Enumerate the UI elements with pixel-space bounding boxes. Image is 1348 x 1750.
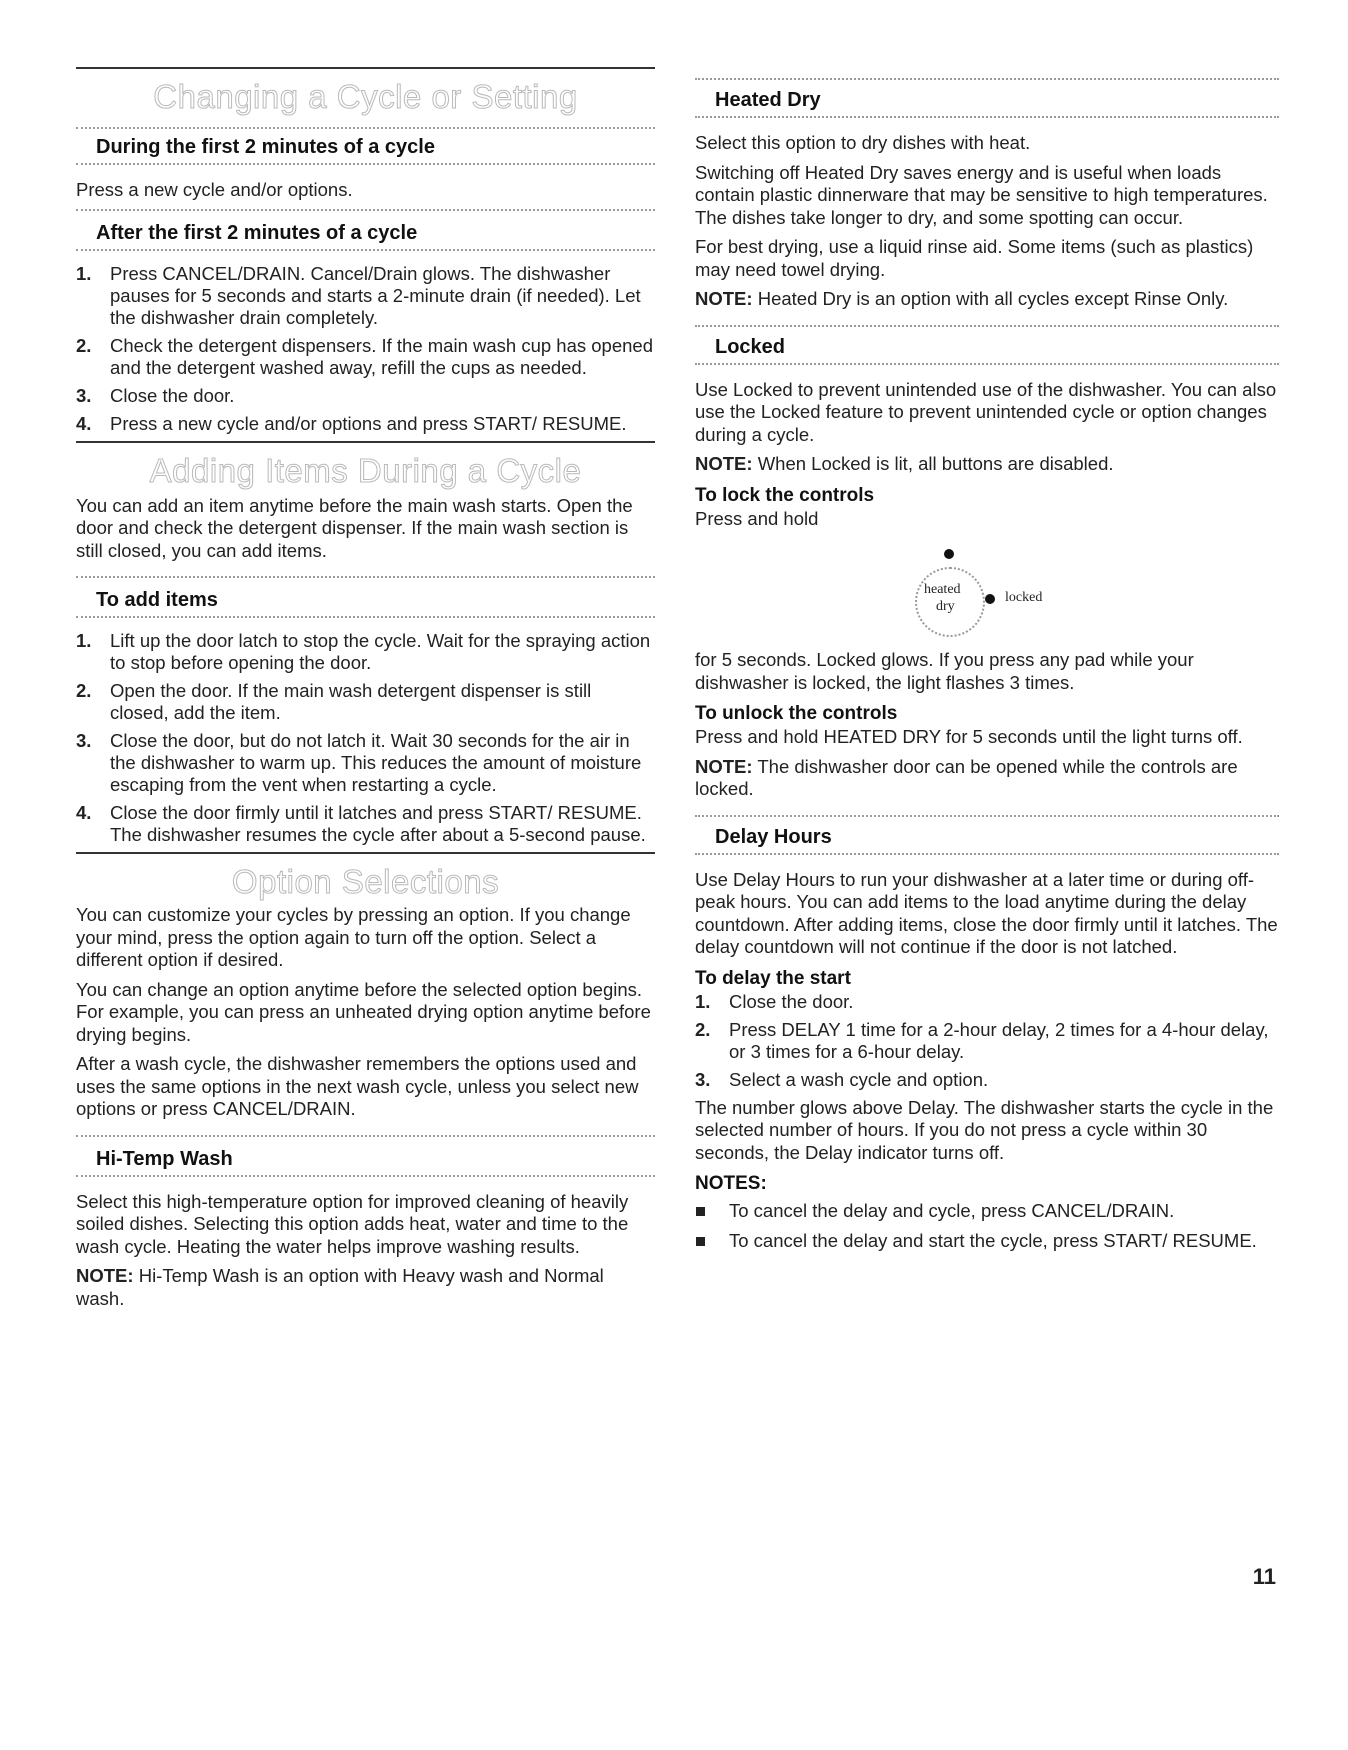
delay-after-paragraph: The number glows above Delay. The dishwasher starts the cycle in the selected number of hours. If you do not press a cycle within 30 seconds, the Delay indicator turns off. xyxy=(695,1096,1274,1163)
option-paragraph-3: After a wash cycle, the dishwasher remembers the options used and uses the same options in the next wash cycle, unless you select new options or press CANCEL/DRAIN. xyxy=(76,1053,639,1119)
add-steps-list xyxy=(76,630,655,846)
list-item: 1. Lift up the door latch to stop the cycle. Wait for the spraying action to stop before opening the door. xyxy=(76,630,651,673)
lock-controls-text-2: for 5 seconds. Locked glows. If you press any pad while your dishwasher is locked, the light flashes 3 times. xyxy=(695,649,1194,693)
section-title-option: Option Selections xyxy=(231,863,500,900)
unlock-note: NOTE: The dishwasher door can be opened while the controls are locked. xyxy=(695,755,1238,799)
after-steps-list xyxy=(76,263,655,435)
dotted-rule xyxy=(695,815,1279,817)
section-title-changing: Changing a Cycle or Setting xyxy=(153,78,578,115)
delay-paragraph: Use Delay Hours to run your dishwasher at a later time or during off-peak hours. You can add items to the load anytime during the delay countdown. After adding items, close the door firmly until it latches. The delay countdown will not continue if the door is not latched. xyxy=(695,868,1278,957)
dotted-rule xyxy=(76,127,655,129)
delay-steps-list xyxy=(695,991,1279,1091)
section-rule xyxy=(76,441,655,443)
button-label-dry: dry xyxy=(936,599,955,614)
hitemp-note: NOTE: Hi-Temp Wash is an option with Heavy wash and Normal wash. xyxy=(76,1265,604,1309)
dotted-rule xyxy=(695,78,1279,80)
subhead-after: After the first 2 minutes of a cycle xyxy=(96,221,418,244)
lock-controls-text: Press and hold xyxy=(695,507,819,529)
dotted-rule xyxy=(695,853,1279,855)
hitemp-text: Select this high-temperature option for improved cleaning of heavily soiled dishes. Selecting this option adds heat, water and time to the wash cycle. Heating the water helps improve washing results. xyxy=(76,1190,629,1257)
lock-controls-heading: To lock the controls xyxy=(695,484,875,506)
list-item: 4. Close the door firmly until it latches and press START/ RESUME. The dishwasher resumes the cycle after about a 5-second pause. xyxy=(76,802,646,845)
unlock-controls-text: Press and hold HEATED DRY for 5 seconds until the light turns off. xyxy=(695,726,1243,747)
list-item: 3. Select a wash cycle and option. xyxy=(695,1068,989,1090)
notes-list xyxy=(695,1200,1279,1252)
list-item: 2. Open the door. If the main wash detergent dispenser is still closed, add the item. xyxy=(76,680,592,723)
list-item: 1. Press CANCEL/DRAIN. Cancel/Drain glows. The dishwasher pauses for 5 seconds and starts a 2-minute drain (if needed). Let the dishwasher drain completely. xyxy=(76,262,641,328)
list-item: 2. Check the detergent dispensers. If the main wash cup has opened and the detergent washed away, refill the cups as needed. xyxy=(76,334,654,378)
notes-heading: NOTES: xyxy=(695,1173,767,1194)
subhead-during: During the first 2 minutes of a cycle xyxy=(96,136,435,158)
subhead-heated-dry: Heated Dry xyxy=(715,89,821,111)
dotted-rule xyxy=(695,363,1279,365)
indicator-dot-icon xyxy=(944,549,954,559)
button-label-locked: locked xyxy=(1005,590,1043,605)
bullet-square-icon xyxy=(696,1237,705,1246)
subhead-hitemp: Hi-Temp Wash xyxy=(96,1147,233,1170)
list-item: To cancel the delay and cycle, press CANCEL/DRAIN. xyxy=(695,1200,1279,1222)
list-item: 1. Close the door. xyxy=(695,990,854,1012)
unlock-controls-heading: To unlock the controls xyxy=(695,703,898,724)
locked-note: NOTE: When Locked is lit, all buttons are disabled. xyxy=(695,453,1114,474)
subhead-locked: Locked xyxy=(715,335,786,358)
bullet-square-icon xyxy=(696,1207,705,1216)
list-item: 2. Press DELAY 1 time for a 2-hour delay, 2 times for a 4-hour delay, or 3 times for a 6-hour delay. xyxy=(695,1018,1269,1062)
dotted-rule xyxy=(76,249,655,251)
delay-start-heading: To delay the start xyxy=(695,967,851,989)
heated-paragraph-2: Switching off Heated Dry saves energy and is useful when loads contain plastic dinnerware that may be sensitive to high temperatures. The dishes take longer to dry, and some spotting can occur. xyxy=(695,161,1268,228)
section-title-adding: Adding Items During a Cycle xyxy=(149,451,582,489)
option-paragraph-1: You can customize your cycles by pressing an option. If you change your mind, press the option again to turn off the option. Select a different option if desired. xyxy=(76,904,631,970)
during-text: Press a new cycle and/or options. xyxy=(76,179,353,200)
left-column xyxy=(76,0,655,1317)
subhead-add-items: To add items xyxy=(96,589,218,611)
option-paragraph-2: You can change an option anytime before the selected option begins. For example, you can press an unheated drying option anytime before drying begins. xyxy=(76,978,651,1045)
dotted-rule xyxy=(76,1175,655,1177)
heated-paragraph-3: For best drying, use a liquid rinse aid. Some items (such as plastics) may need towel drying. xyxy=(695,236,1254,280)
dotted-rule xyxy=(76,1135,655,1137)
list-item: 3. Close the door, but do not latch it. Wait 30 seconds for the air in the dishwasher to warm up. This reduces the amount of moisture escaping from the vent when restarting a cycle. xyxy=(76,730,642,795)
dotted-rule xyxy=(76,209,655,211)
heated-dry-button-illustration xyxy=(695,537,1279,637)
heated-note: NOTE: Heated Dry is an option with all cycles except Rinse Only. xyxy=(695,288,1229,309)
section-rule xyxy=(76,852,655,854)
dotted-rule xyxy=(76,163,655,165)
page-number: 11 xyxy=(1252,1564,1276,1589)
section-rule xyxy=(76,67,655,69)
list-item: To cancel the delay and start the cycle, press START/ RESUME. xyxy=(695,1230,1279,1252)
right-column xyxy=(695,0,1279,1260)
dotted-rule xyxy=(76,616,655,618)
list-item: 4. Press a new cycle and/or options and press START/ RESUME. xyxy=(76,412,627,434)
dotted-rule xyxy=(695,325,1279,327)
button-label-heated: heated xyxy=(924,582,961,597)
dotted-rule xyxy=(76,576,655,578)
dotted-rule xyxy=(695,116,1279,118)
locked-indicator-dot-icon xyxy=(985,594,995,604)
adding-text: You can add an item anytime before the main wash starts. Open the door and check the detergent dispenser. If the main wash section is still closed, you can add items. xyxy=(76,494,633,561)
locked-paragraph: Use Locked to prevent unintended use of the dishwasher. You can also use the Locked feature to prevent unintended cycle or option changes during a cycle. xyxy=(695,378,1277,445)
heated-paragraph-1: Select this option to dry dishes with heat. xyxy=(695,132,1031,153)
list-item: 3. Close the door. xyxy=(76,384,235,406)
subhead-delay-hours: Delay Hours xyxy=(715,825,832,848)
